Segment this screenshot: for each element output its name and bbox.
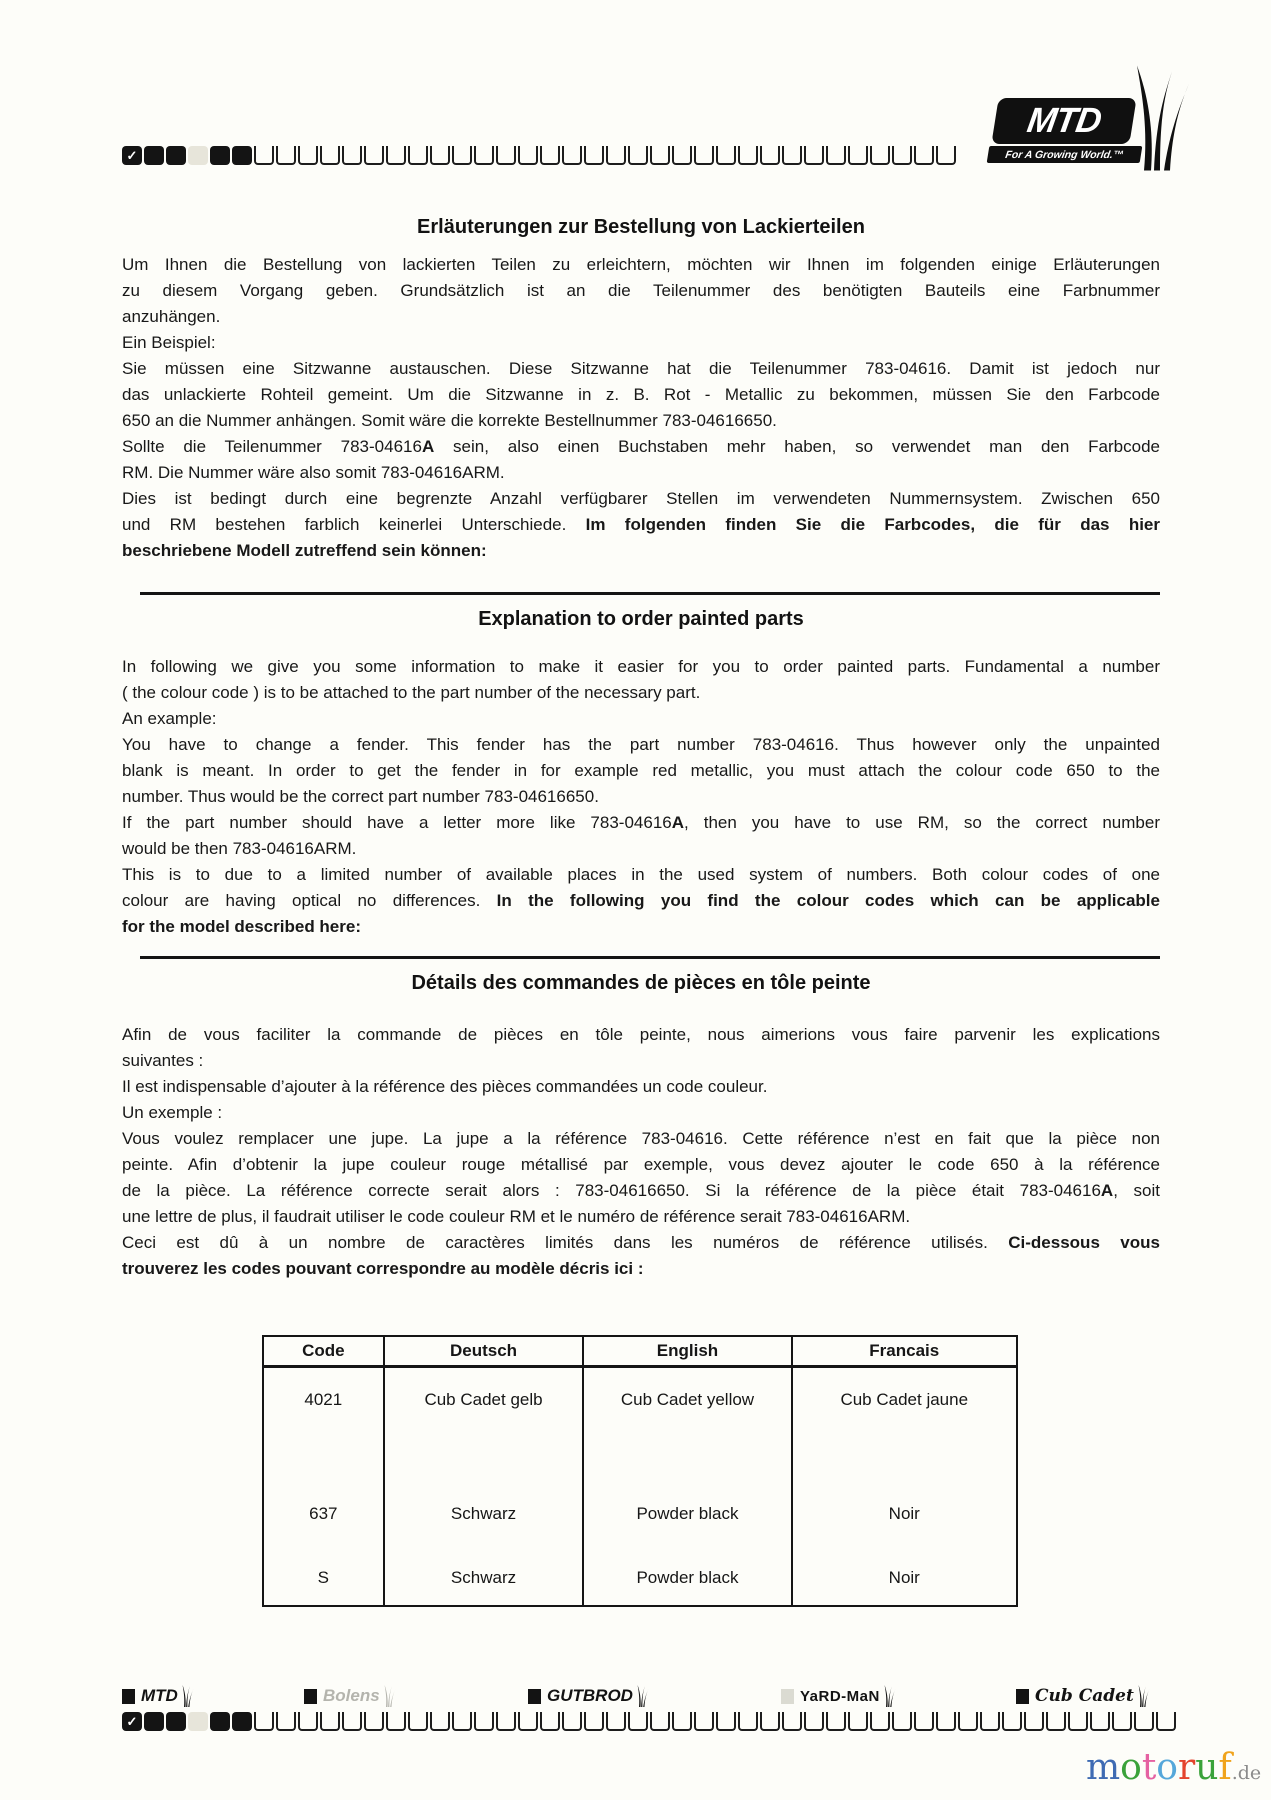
text-line: peinte. Afin d’obtenir la jupe couleur rouge métallisé par exemple, vous devez ajouter le code 650 à la référence	[122, 1155, 1160, 1174]
film-frame-open	[914, 1712, 934, 1731]
film-frame-light	[188, 146, 208, 165]
text-line: colour are having optical no differences. In the following you find the colour codes which can be applicable	[122, 891, 1160, 910]
film-frame-open	[672, 1712, 692, 1731]
column-header-deutsch: Deutsch	[384, 1336, 584, 1366]
text-line: Il est indispensable d’ajouter à la référence des pièces commandées un code couleur.	[122, 1077, 768, 1096]
brand-name: Cub Cadet	[1035, 1686, 1134, 1706]
film-frame-open	[804, 1712, 824, 1731]
film-frame-open	[430, 146, 450, 165]
film-frame-open	[562, 146, 582, 165]
grass-icon	[181, 1685, 195, 1707]
text-line: for the model described here:	[122, 917, 361, 936]
film-frame-open	[584, 1712, 604, 1731]
text-line: In following we give you some information to make it easier for you to order painted parts. Fundamental a number	[122, 657, 1160, 676]
film-frame-open	[936, 146, 956, 165]
cell-francais: Noir	[792, 1550, 1017, 1606]
cell-code: 4021	[263, 1366, 384, 1478]
text-line: und RM bestehen farblich keinerlei Unterschiede. Im folgenden finden Sie die Farbcodes, die für das hier	[122, 515, 1161, 534]
film-frame-open	[452, 1712, 472, 1731]
text-line: suivantes :	[122, 1051, 204, 1070]
film-frame-open	[342, 146, 362, 165]
film-frame-open	[760, 146, 780, 165]
text-line: zu diesem Vorgang geben. Grundsätzlich ist an die Teilenummer des benötigten Bauteils eine Farbnummer	[122, 281, 1160, 300]
brand-logo-yardman	[781, 1684, 897, 1708]
film-frame-open	[276, 1712, 296, 1731]
film-frame-open	[254, 1712, 274, 1731]
english-body-text	[122, 654, 1160, 940]
film-frame-open	[826, 146, 846, 165]
text-line: Ein Beispiel:	[122, 333, 216, 352]
film-frame-open	[760, 1712, 780, 1731]
section-divider	[140, 956, 1160, 959]
cell-deutsch: Schwarz	[384, 1478, 584, 1550]
film-frame-open	[738, 146, 758, 165]
cell-code: 637	[263, 1478, 384, 1550]
text-line: Um Ihnen die Bestellung von lackierten Teilen zu erleichtern, möchten wir Ihnen im folgenden einige Erläuterungen	[122, 255, 1160, 274]
brand-logo-cubcadet	[1016, 1684, 1151, 1708]
grass-icon	[1137, 64, 1189, 172]
film-frame-open	[716, 146, 736, 165]
brand-square-icon	[528, 1689, 541, 1704]
film-frame-check: ✓	[122, 1712, 142, 1731]
film-frame-open	[430, 1712, 450, 1731]
watermark-suffix: .de	[1231, 1762, 1262, 1784]
text-line: You have to change a fender. This fender has the part number 783-04616. Thus however only the unpainted	[122, 735, 1160, 754]
english-section-title: Explanation to order painted parts	[478, 608, 804, 630]
film-frame-open	[848, 1712, 868, 1731]
mtd-logo-text: MTD	[1024, 101, 1104, 140]
film-frame-filled	[232, 1712, 252, 1731]
film-frame-open	[914, 146, 934, 165]
table-header-row	[263, 1336, 1017, 1366]
film-frame-open	[694, 146, 714, 165]
film-frame-open	[496, 146, 516, 165]
film-frame-open	[606, 146, 626, 165]
cell-english: Cub Cadet yellow	[583, 1366, 791, 1478]
text-line: If the part number should have a letter more like 783-04616A, then you have to use RM, so the correct number	[122, 813, 1160, 832]
section-divider	[140, 592, 1160, 595]
french-section-title: Détails des commandes de pièces en tôle peinte	[411, 972, 871, 994]
text-line: Ceci est dû à un nombre de caractères limités dans les numéros de référence utilisés. Ci-dessous vous	[122, 1233, 1160, 1252]
film-frame-open	[452, 146, 472, 165]
mtd-tagline-bar	[987, 146, 1143, 163]
film-frame-light	[188, 1712, 208, 1731]
film-frame-filled	[166, 146, 186, 165]
film-frame-open	[562, 1712, 582, 1731]
brand-square-icon	[122, 1689, 135, 1704]
brand-name: Bolens	[323, 1686, 380, 1705]
film-frame-open	[1046, 1712, 1066, 1731]
motoruf-watermark	[1086, 1748, 1261, 1793]
film-frame-filled	[232, 146, 252, 165]
column-header-english: English	[583, 1336, 791, 1366]
film-frame-open	[628, 1712, 648, 1731]
text-line: blank is meant. In order to get the fender in for example red metallic, you must attach the colour code 650 to the	[122, 761, 1160, 780]
film-frame-open	[738, 1712, 758, 1731]
film-frame-open	[804, 146, 824, 165]
cell-francais: Noir	[792, 1478, 1017, 1550]
film-frame-open	[936, 1712, 956, 1731]
text-line: Sollte die Teilenummer 783-04616A sein, also einen Buchstaben mehr haben, so verwendet man den Farbcode	[122, 437, 1160, 456]
film-frame-open	[892, 1712, 912, 1731]
film-frame-open	[540, 146, 560, 165]
film-frame-open	[980, 1712, 1000, 1731]
film-frame-open	[364, 146, 384, 165]
film-frame-open	[1156, 1712, 1176, 1731]
film-frame-open	[276, 146, 296, 165]
cell-francais: Cub Cadet jaune	[792, 1366, 1017, 1478]
mtd-logo-box	[991, 98, 1136, 144]
film-frame-filled	[144, 1712, 164, 1731]
text-line: anzuhängen.	[122, 307, 221, 326]
film-frame-open	[606, 1712, 626, 1731]
brand-name: GUTBROD	[547, 1686, 633, 1705]
mtd-tagline: For A Growing World.™	[1004, 148, 1125, 161]
grass-icon	[383, 1685, 397, 1707]
brand-name: MTD	[141, 1686, 178, 1705]
film-frame-open	[1134, 1712, 1154, 1731]
film-frame-open	[474, 146, 494, 165]
watermark-letter: t	[1141, 1747, 1157, 1788]
text-line: de la pièce. La référence correcte serait alors : 783-04616650. Si la référence de la pièce était 783-04616A, soit	[122, 1181, 1160, 1200]
grass-icon	[636, 1685, 650, 1707]
film-frame-open	[298, 146, 318, 165]
film-frame-open	[364, 1712, 384, 1731]
film-frame-open	[1024, 1712, 1044, 1731]
film-frame-open	[320, 146, 340, 165]
film-frame-open	[518, 1712, 538, 1731]
brand-square-icon	[781, 1689, 794, 1704]
film-frame-filled	[210, 146, 230, 165]
german-section-title: Erläuterungen zur Bestellung von Lackierteilen	[417, 216, 865, 238]
film-frame-open	[386, 146, 406, 165]
cell-english: Powder black	[583, 1478, 791, 1550]
film-frame-open	[782, 146, 802, 165]
film-frame-open	[716, 1712, 736, 1731]
film-frame-open	[474, 1712, 494, 1731]
film-frame-open	[320, 1712, 340, 1731]
text-line: trouverez les codes pouvant correspondre au modèle décris ici :	[122, 1259, 644, 1278]
mtd-logo	[985, 80, 1195, 175]
film-frame-open	[342, 1712, 362, 1731]
film-frame-open	[958, 1712, 978, 1731]
film-frame-open	[870, 146, 890, 165]
film-frame-open	[782, 1712, 802, 1731]
film-frame-open	[408, 1712, 428, 1731]
grass-icon	[883, 1685, 897, 1707]
brand-square-icon	[304, 1689, 317, 1704]
watermark-letter: u	[1195, 1747, 1219, 1788]
text-line: An example:	[122, 709, 217, 728]
film-frame-open	[672, 146, 692, 165]
watermark-letter: f	[1218, 1747, 1232, 1788]
film-frame-filled	[166, 1712, 186, 1731]
cell-code: S	[263, 1550, 384, 1606]
film-frame-open	[298, 1712, 318, 1731]
text-line: Afin de vous faciliter la commande de pièces en tôle peinte, nous aimerions vous faire parvenir les explications	[122, 1025, 1160, 1044]
film-strip-top	[122, 146, 958, 166]
brand-square-icon	[1016, 1689, 1029, 1704]
film-frame-open	[650, 1712, 670, 1731]
german-body-text	[122, 252, 1160, 564]
film-frame-open	[892, 146, 912, 165]
text-line: Vous voulez remplacer une jupe. La jupe a la référence 783-04616. Cette référence n’est en fait que la pièce non	[122, 1129, 1160, 1148]
watermark-letter: r	[1177, 1747, 1196, 1788]
text-line: Sie müssen eine Sitzwanne austauschen. Diese Sitzwanne hat die Teilenummer 783-04616. Damit ist jedoch nur	[122, 359, 1160, 378]
film-frame-open	[826, 1712, 846, 1731]
film-frame-open	[386, 1712, 406, 1731]
film-frame-open	[496, 1712, 516, 1731]
watermark-letter: o	[1120, 1747, 1142, 1788]
text-line: 650 an die Nummer anhängen. Somit wäre die korrekte Bestellnummer 783-04616650.	[122, 411, 777, 430]
text-line: This is to due to a limited number of available places in the used system of numbers. Both colour codes of one	[122, 865, 1160, 884]
text-line: Un exemple :	[122, 1103, 223, 1122]
french-body-text	[122, 1022, 1160, 1282]
film-frame-open	[1090, 1712, 1110, 1731]
film-frame-open	[254, 146, 274, 165]
watermark-letter: o	[1156, 1747, 1178, 1788]
color-code-table	[262, 1335, 1018, 1607]
text-line: would be then 783-04616ARM.	[122, 839, 357, 858]
film-frame-open	[694, 1712, 714, 1731]
film-frame-open	[628, 146, 648, 165]
brand-logo-bolens	[304, 1684, 397, 1708]
cell-deutsch: Schwarz	[384, 1550, 584, 1606]
cell-deutsch: Cub Cadet gelb	[384, 1366, 584, 1478]
film-frame-open	[1068, 1712, 1088, 1731]
film-frame-open	[518, 146, 538, 165]
film-strip-bottom	[122, 1712, 1178, 1732]
film-frame-open	[870, 1712, 890, 1731]
film-frame-filled	[144, 146, 164, 165]
brand-name: YaRD-MaN	[800, 1687, 880, 1705]
text-line: Dies ist bedingt durch eine begrenzte Anzahl verfügbarer Stellen im verwendeten Nummernsystem. Zwischen 650	[122, 489, 1160, 508]
film-frame-open	[1112, 1712, 1132, 1731]
grass-icon	[1137, 1685, 1151, 1707]
film-frame-open	[650, 146, 670, 165]
brand-logo-gutbrod	[528, 1684, 650, 1708]
table-row	[263, 1550, 1017, 1606]
text-line: ( the colour code ) is to be attached to the part number of the necessary part.	[122, 683, 701, 702]
table-row	[263, 1366, 1017, 1478]
column-header-francais: Francais	[792, 1336, 1017, 1366]
text-line: number. Thus would be the correct part number 783-04616650.	[122, 787, 599, 806]
text-line: beschriebene Modell zutreffend sein können:	[122, 541, 487, 560]
text-line: RM. Die Nummer wäre also somit 783-04616ARM.	[122, 463, 505, 482]
film-frame-open	[584, 146, 604, 165]
film-frame-open	[408, 146, 428, 165]
text-line: une lettre de plus, il faudrait utiliser le code couleur RM et le numéro de référence serait 783-04616ARM.	[122, 1207, 911, 1226]
film-frame-open	[540, 1712, 560, 1731]
cell-english: Powder black	[583, 1550, 791, 1606]
brand-logo-mtd	[122, 1684, 195, 1708]
watermark-letter: m	[1086, 1747, 1121, 1788]
watermark-letters	[1086, 1747, 1232, 1788]
film-frame-open	[1002, 1712, 1022, 1731]
column-header-code: Code	[263, 1336, 384, 1366]
film-frame-check: ✓	[122, 146, 142, 165]
film-frame-filled	[210, 1712, 230, 1731]
text-line: das unlackierte Rohteil gemeint. Um die Sitzwanne in z. B. Rot - Metallic zu bekommen, müssen Sie den Farbcode	[122, 385, 1160, 404]
table-row	[263, 1478, 1017, 1550]
film-frame-open	[848, 146, 868, 165]
